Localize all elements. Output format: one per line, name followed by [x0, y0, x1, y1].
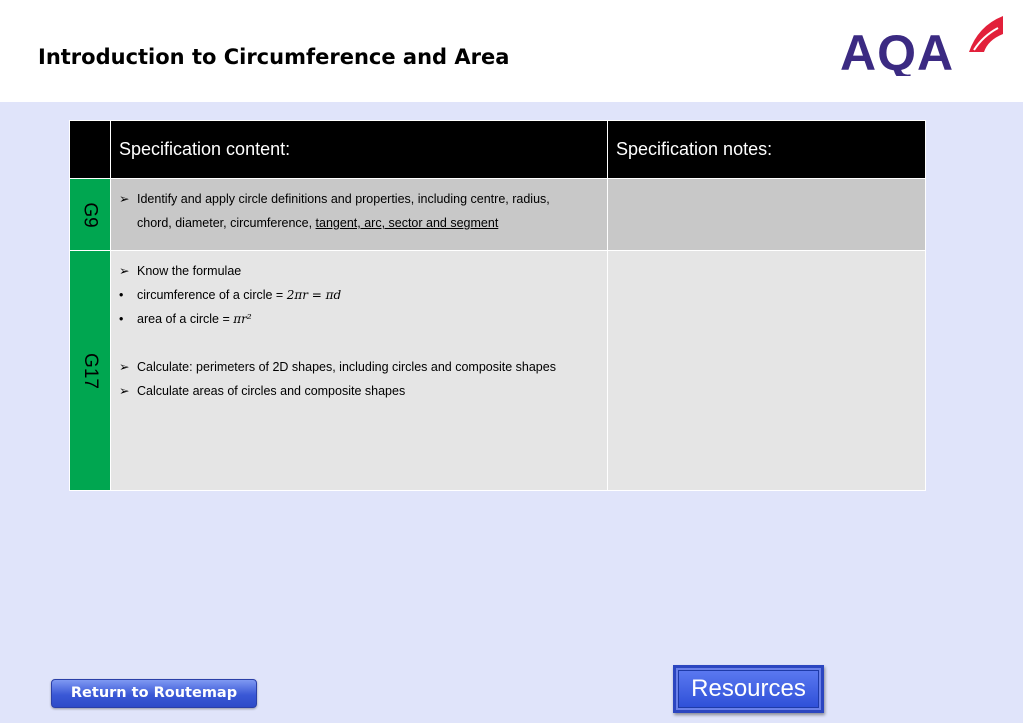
list-item: ➢ Identify and apply circle definitions and properties, including centre, radius, [119, 187, 599, 211]
spacer [119, 331, 599, 355]
area-formula: πr² [233, 312, 252, 326]
spec-code: G17 [79, 352, 101, 389]
spec-content-cell [111, 179, 608, 251]
table-row [70, 179, 926, 251]
arrow-bullet-icon: ➢ [119, 360, 130, 374]
return-to-routemap-button[interactable]: Return to Routemap [51, 679, 257, 708]
list-item: • area of a circle = πr² [119, 307, 599, 331]
list-item: ➢ Calculate areas of circles and composite shapes [119, 379, 599, 403]
header-content: Specification content: [111, 121, 608, 179]
list-item: ➢ Know the formulae [119, 259, 599, 283]
page-title: Introduction to Circumference and Area [38, 45, 510, 69]
spec-code-cell [70, 251, 111, 491]
circumference-formula: 2πr = πd [286, 288, 342, 302]
page-header [0, 0, 1023, 102]
spec-content-cell [111, 251, 608, 491]
list-item: • circumference of a circle = 2πr = πd [119, 283, 599, 307]
header-code-cell [70, 121, 111, 179]
arrow-bullet-icon: ➢ [119, 264, 130, 278]
resources-button-label: Resources [678, 670, 819, 708]
spec-notes-cell [608, 179, 926, 251]
aqa-logo [838, 14, 1006, 76]
spec-code-cell [70, 179, 111, 251]
list-item: ➢ Calculate: perimeters of 2D shapes, including circles and composite shapes [119, 355, 599, 379]
bullet-icon: • [119, 288, 124, 302]
table-row [70, 251, 926, 491]
table-header-row [70, 121, 926, 179]
bullet-icon: • [119, 312, 124, 326]
resources-button[interactable] [673, 665, 824, 713]
arrow-bullet-icon: ➢ [119, 384, 130, 398]
aqa-logo-text: AQA [840, 25, 955, 76]
spec-notes-cell [608, 251, 926, 491]
specification-table [69, 120, 926, 491]
spec-code: G9 [79, 201, 101, 228]
aqa-logo-mark-icon [969, 16, 1003, 52]
arrow-bullet-icon: ➢ [119, 192, 130, 206]
header-notes: Specification notes: [608, 121, 926, 179]
list-item: chord, diameter, circumference, tangent, arc, sector and segment [137, 216, 499, 230]
underlined-text: tangent, arc, sector and segment [315, 216, 499, 230]
